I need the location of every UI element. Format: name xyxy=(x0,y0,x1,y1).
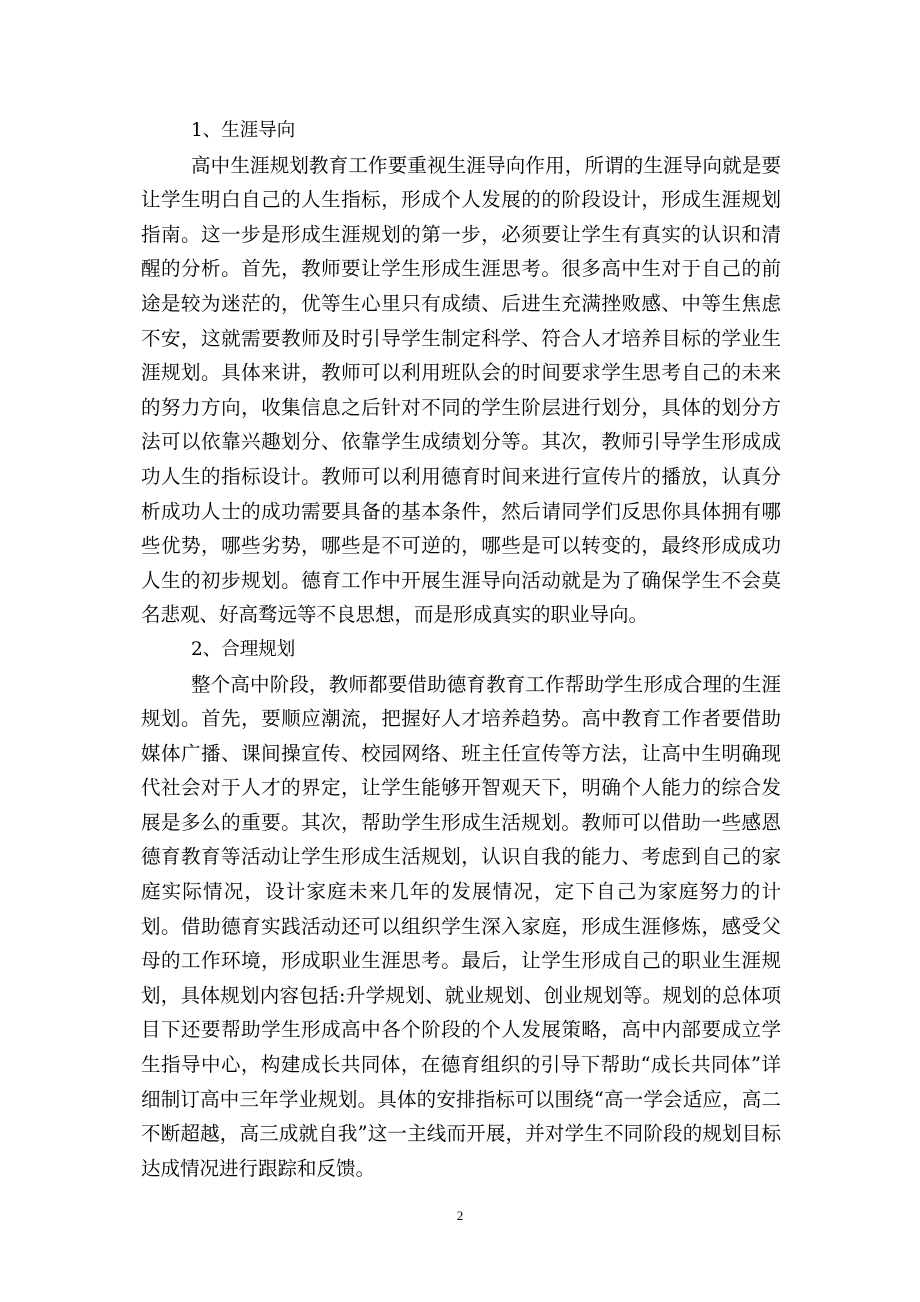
section-paragraph-career-orientation: 高中生涯规划教育工作要重视生涯导向作用，所谓的生涯导向就是要让学生明白自己的人生指标，形成个人发展的的阶段设计，形成生涯规划指南。这一步是形成生涯规划的第一步，必须要让学生有真实的认识和清醒的分析。首先，教师要让学生形成生涯思考。很多高中生对于自己的前途是较为迷茫的，优等生心里只有成绩、后进生充满挫败感、中等生焦虑不安，这就需要教师及时引导学生制定科学、符合人才培养目标的学业生涯规划。具体来讲，教师可以利用班队会的时间要求学生思考自己的未来的努力方向，收集信息之后针对不同的学生阶层进行划分，具体的划分方法可以依靠兴趣划分、依靠学生成绩划分等。其次，教师引导学生形成成功人生的指标设计。教师可以利用德育时间来进行宣传片的播放，认真分析成功人士的成功需要具备的基本条件，然后请同学们反思你具体拥有哪些优势，哪些劣势，哪些是不可逆的，哪些是可以转变的，最终形成成功人生的初步规划。德育工作中开展生涯导向活动就是为了确保学生不会莫名悲观、好高骛远等不良思想，而是形成真实的职业导向。 xyxy=(141,153,781,627)
section-paragraph-reasonable-planning: 整个高中阶段，教师都要借助德育教育工作帮助学生形成合理的生涯规划。首先，要顺应潮流，把握好人才培养趋势。高中教育工作者要借助媒体广播、课间操宣传、校园网络、班主任宣传等方法，让高中生明确现代社会对于人才的界定，让学生能够开智观天下，明确个人能力的综合发展是多么的重要。其次，帮助学生形成生活规划。教师可以借助一些感恩德育教育等活动让学生形成生活规划，认识自我的能力、考虑到自己的家庭实际情况，设计家庭未来几年的发展情况，定下自己为家庭努力的计划。借助德育实践活动还可以组织学生深入家庭，形成生涯修炼，感受父母的工作环境，形成职业生涯思考。最后，让学生形成自己的职业生涯规划，具体规划内容包括:升学规划、就业规划、创业规划等。规划的总体项目下还要帮助学生形成高中各个阶段的个人发展策略，高中内部要成立学生指导中心，构建成长共同体，在德育组织的引导下帮助“成长共同体”详细制订高中三年学业规划。具体的安排指标可以围绕“高一学会适应，高二不断超越，高三成就自我”这一主线而开展，并对学生不同阶段的规划目标达成情况进行跟踪和反馈。 xyxy=(141,672,781,1180)
section-heading-reasonable-planning: 2、合理规划 xyxy=(191,638,296,660)
section-heading-career-orientation: 1、生涯导向 xyxy=(191,120,296,141)
page-number: 2 xyxy=(456,1208,464,1223)
document-body xyxy=(141,114,781,1186)
